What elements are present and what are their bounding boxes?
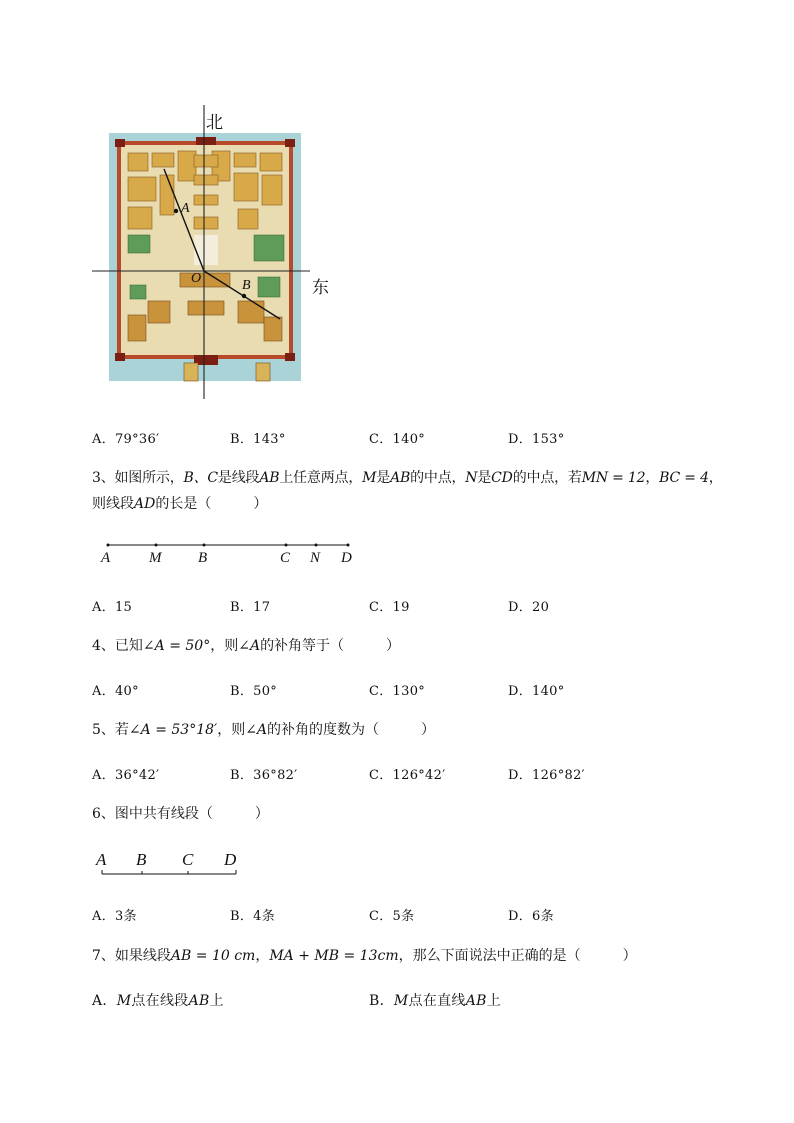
q3-stem-line1: 3、如图所示，B、C是线段AB上任意两点，M是AB的中点，N是CD的中点，若MN = 12，BC = 4， (92, 470, 723, 486)
q3-stem-line2: 则线段AD的长是（ ） (92, 496, 268, 512)
q6-stem: 6、图中共有线段（ ） (92, 806, 269, 822)
map-point-a-label: A (181, 201, 190, 216)
q5-option-d: D．126°82′ (508, 768, 585, 783)
q6-segment-line (94, 850, 254, 880)
map-point-b-label: B (242, 278, 251, 293)
q4-option-d: D．140° (508, 684, 565, 699)
q2-option-d: D．153° (508, 432, 565, 447)
q6-option-a: A．3条 (92, 909, 137, 924)
q3-option-a: A．15 (92, 600, 133, 615)
q6-segment-figure (94, 850, 254, 880)
east-label: 东 (312, 278, 329, 298)
q7-option-a: A．M点在线段AB上 (92, 993, 224, 1009)
q4-option-b: B．50° (230, 684, 278, 699)
q4-option-a: A．40° (92, 684, 139, 699)
q2-option-b: B．143° (230, 432, 286, 447)
q3-option-b: B．17 (230, 600, 271, 615)
q7-option-b: B．M点在直线AB上 (369, 993, 502, 1009)
q3-label-c: C (280, 550, 291, 566)
q3-option-c: C．19 (369, 600, 410, 615)
q3-label-n: N (310, 550, 321, 566)
q6-option-d: D．6条 (508, 909, 554, 924)
q3-segment-line (96, 536, 366, 556)
q3-segment-figure (96, 536, 366, 572)
q4-stem: 4、已知∠A = 50°，则∠A的补角等于（ ） (92, 638, 401, 654)
q3-option-d: D．20 (508, 600, 550, 615)
q5-option-b: B．36°82′ (230, 768, 298, 783)
map-point-o-label: O (191, 271, 202, 286)
q6-label-a: A (96, 850, 107, 869)
q3-label-b: B (198, 550, 208, 566)
north-label: 北 (206, 113, 223, 133)
q3-label-a: A (101, 550, 111, 566)
q3-label-d: D (341, 550, 352, 566)
q2-option-a: A．79°36′ (92, 432, 160, 447)
q3-label-m: M (149, 550, 162, 566)
q6-option-b: B．4条 (230, 909, 276, 924)
q6-option-c: C．5条 (369, 909, 415, 924)
q6-label-c: C (182, 850, 194, 869)
palace-map-illustration (88, 105, 348, 405)
q5-option-a: A．36°42′ (92, 768, 160, 783)
palace-map-figure (88, 105, 348, 405)
q2-option-c: C．140° (369, 432, 426, 447)
q4-option-c: C．130° (369, 684, 426, 699)
q7-stem: 7、如果线段AB = 10 cm，MA + MB = 13cm，那么下面说法中正确的是（ ） (92, 948, 637, 964)
q5-option-c: C．126°42′ (369, 768, 446, 783)
q6-label-b: B (136, 850, 147, 869)
q6-label-d: D (224, 850, 237, 869)
q5-stem: 5、若∠A = 53°18′，则∠A的补角的度数为（ ） (92, 722, 436, 738)
